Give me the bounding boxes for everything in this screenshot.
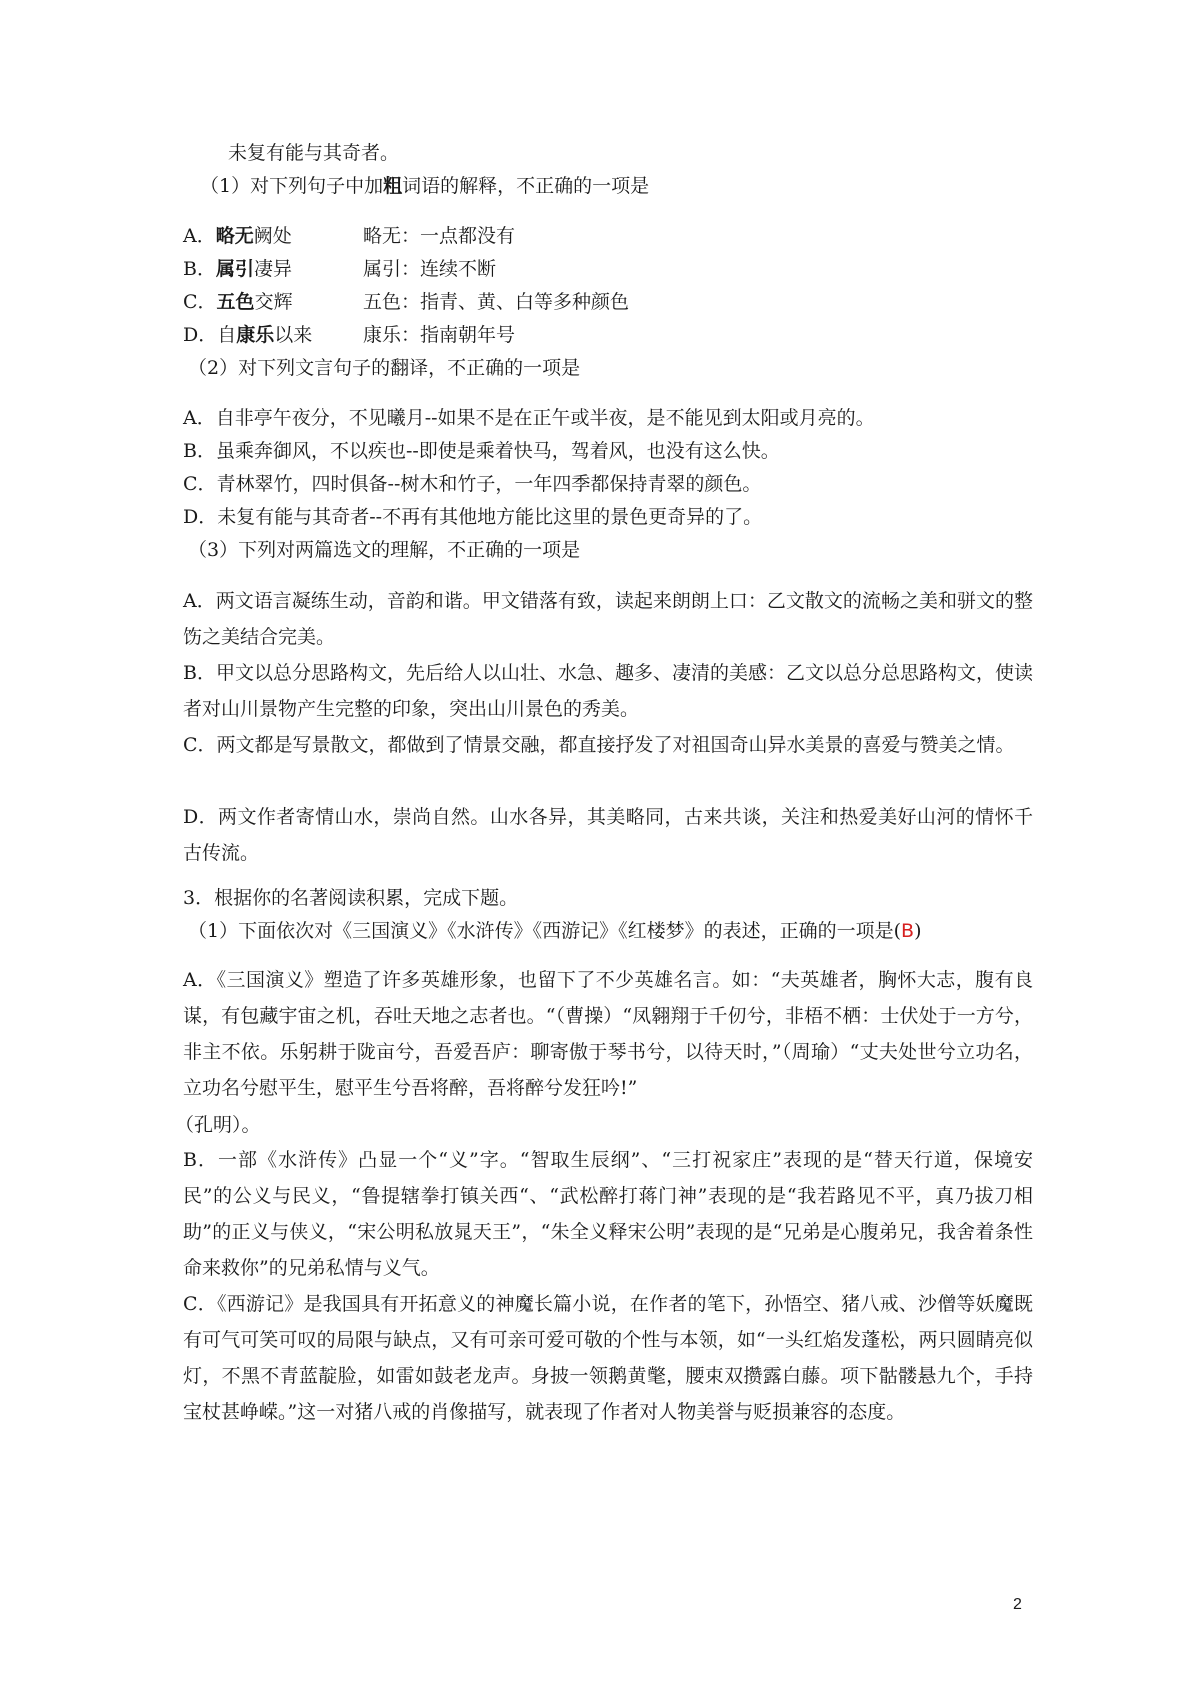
option-gloss: 略无：一点都没有 bbox=[363, 225, 516, 247]
q1-option-a: A．略无阙处 略无：一点都没有 bbox=[183, 225, 516, 247]
q3-option-c: C．两文都是写景散文，都做到了情景交融，都直接抒发了对祖国奇山异水美景的喜爱与赞美之情。 bbox=[183, 734, 1015, 756]
q2-stem: （2）对下列文言句子的翻译，不正确的一项是 bbox=[188, 357, 581, 379]
section-3-heading: 3．根据你的名著阅读积累，完成下题。 bbox=[183, 887, 519, 909]
option-letter: C． bbox=[183, 291, 217, 313]
q1-stem-suffix: 词语的解释，不正确的一项是 bbox=[402, 175, 650, 197]
option-gloss: 五色：指青、黄、白等多种颜色 bbox=[363, 291, 630, 313]
q2-option-c: C．青林翠竹，四时俱备--树木和竹子，一年四季都保持青翠的颜色。 bbox=[183, 473, 762, 495]
q3-option-b: B．甲文以总分思路构文，先后给人以山壮、水急、趣多、凄清的美感：乙文以总分总思路构文，使读者对山川景物产生完整的印象，突出山川景色的秀美。 bbox=[183, 662, 1033, 720]
q1-stem-close: ) bbox=[914, 920, 922, 942]
q2-option-d: D．未复有能与其奇者--不再有其他地方能比这里的景色更奇异的了。 bbox=[183, 506, 763, 528]
q3-option-a: A．两文语言凝练生动，音韵和谐。甲文错落有致，读起来朗朗上口：乙文散文的流畅之美和骈文的整饬之美结合完美。 bbox=[183, 590, 1033, 648]
q2-option-b: B．虽乘奔御风，不以疾也--即使是乘着快马，驾着风，也没有这么快。 bbox=[183, 440, 780, 462]
page-number: 2 bbox=[1013, 1596, 1022, 1613]
q2-option-a: A．自非亭午夜分，不见曦月--如果不是在正午或半夜，是不能见到太阳或月亮的。 bbox=[183, 407, 875, 429]
section-3-option-b: B．一部《水浒传》凸显一个“义”字。“智取生辰纲”、“三打祝家庄”表现的是“替天行道，保境安民”的公义与民义，“鲁提辖拳打镇关西“、“武松醉打蒋门神”表现的是“我若路见不平，真乃拔刀相助”的正义与侠义，“宋公明私放晁天王”，“朱全义释宋公明”表现的是“兄弟是心腹弟兄，我舍着条性命来救你”的兄弟私情与义气。 bbox=[183, 1149, 1033, 1279]
option-letter: B． bbox=[183, 258, 216, 280]
answer-mark: B bbox=[901, 920, 915, 942]
q3-option-d: D．两文作者寄情山水，崇尚自然。山水各异，其美略同，古来共谈，关注和热爱美好山河的情怀千古传流。 bbox=[183, 806, 1033, 864]
option-bold-term: 属引 bbox=[215, 258, 254, 280]
q3-stem: （3）下列对两篇选文的理解，不正确的一项是 bbox=[188, 539, 581, 561]
option-gloss: 康乐：指南朝年号 bbox=[363, 324, 516, 346]
section-3-option-a-last: （孔明）。 bbox=[175, 1114, 261, 1136]
passage-end-line: 未复有能与其奇者。 bbox=[228, 142, 400, 164]
option-letter: A． bbox=[183, 225, 216, 247]
q1-option-c: C．五色交辉 五色：指青、黄、白等多种颜色 bbox=[183, 291, 630, 313]
q1-option-d: D．自康乐以来 康乐：指南朝年号 bbox=[183, 324, 516, 346]
option-gloss: 属引：连续不断 bbox=[363, 258, 497, 280]
option-bold-term: 康乐 bbox=[236, 324, 275, 346]
q1-option-b: B．属引凄异 属引：连续不断 bbox=[183, 258, 497, 280]
q1-stem bbox=[200, 173, 1050, 199]
q1-stem-bold: 粗 bbox=[383, 175, 403, 197]
section-3-option-c: C．《西游记》是我国具有开拓意义的神魔长篇小说，在作者的笔下，孙悟空、猪八戒、沙僧等妖魔既有可气可笑可叹的局限与缺点，又有可亲可爱可敬的个性与本领，如“一头红焰发蓬松，两只圆睛亮似灯，不黑不青蓝靛脸，如雷如鼓老龙声。身披一领鹅黄氅，腰束双攒露白藤。项下骷髅悬九个，手持宝杖甚峥嵘。”这一对猪八戒的肖像描写，就表现了作者对人物美誉与贬损兼容的态度。 bbox=[183, 1293, 1033, 1423]
q1-stem-prefix: （1）对下列句子中加 bbox=[200, 175, 384, 197]
option-bold-term: 略无 bbox=[215, 225, 254, 247]
option-letter: D． bbox=[183, 324, 218, 346]
section-3-q1-stem bbox=[188, 918, 1038, 944]
q1-stem-text: （1）下面依次对《三国演义》《水浒传》《西游记》《红楼梦》的表述，正确的一项是( bbox=[188, 920, 902, 942]
section-3-option-a: A．《三国演义》塑造了许多英雄形象，也留下了不少英雄名言。如：“夫英雄者，胸怀大志，腹有良谋，有包藏宇宙之机，吞吐天地之志者也。“（曹操）“凤翱翔于千仞兮，非梧不栖：士伏处于一方兮，非主不依。乐躬耕于陇亩兮，吾爱吾庐：聊寄傲于琴书兮，以待天时，”（周瑜）“丈夫处世兮立功名，立功名兮慰平生，慰平生兮吾将醉，吾将醉兮发狂吟!” bbox=[183, 969, 1033, 1099]
option-bold-term: 五色 bbox=[216, 291, 255, 313]
